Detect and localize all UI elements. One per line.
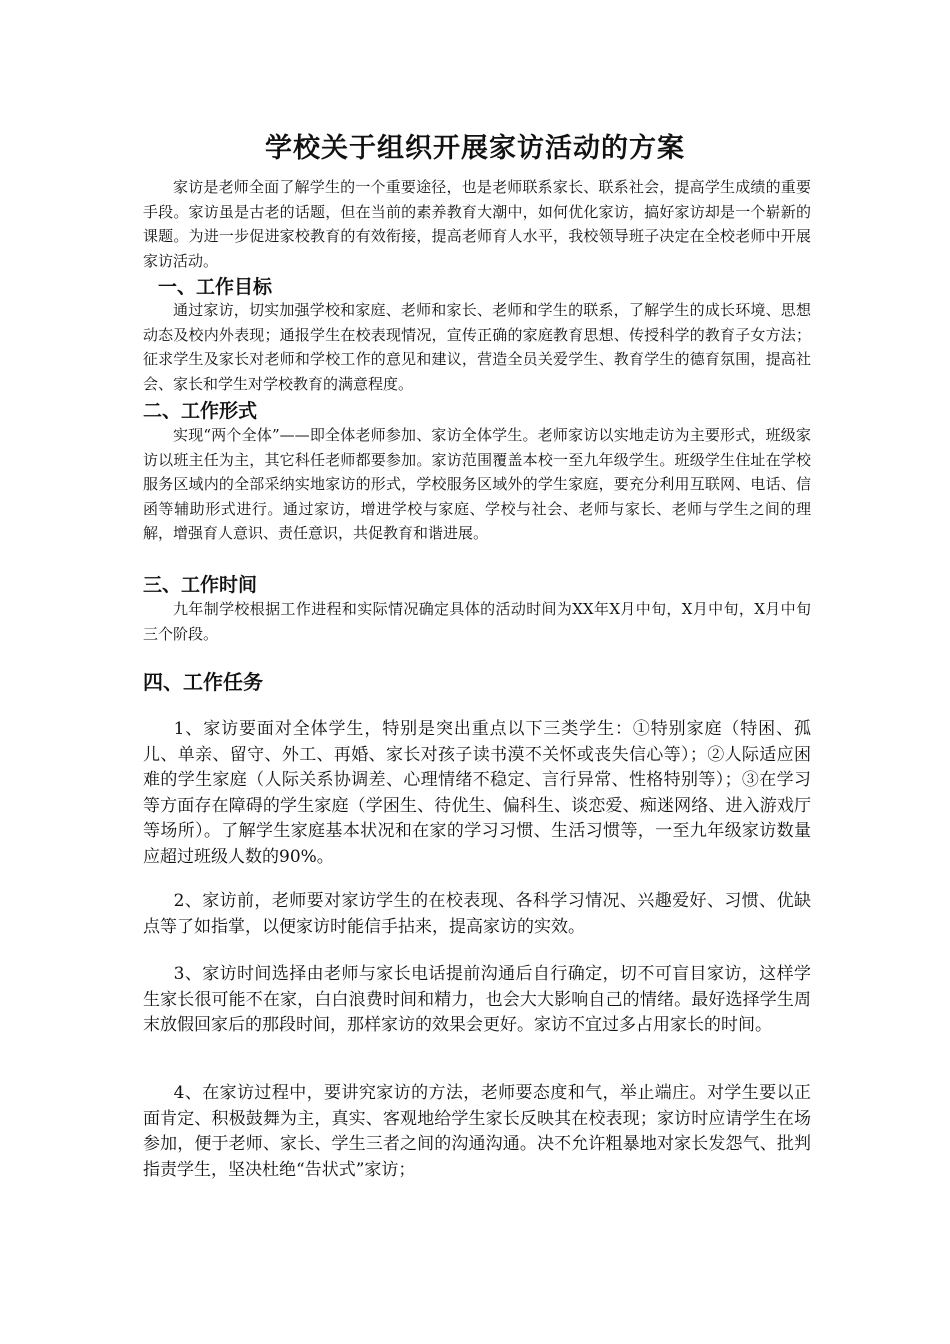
section-heading-tasks: 四、工作任务 bbox=[143, 670, 263, 694]
section-body-time: 九年制学校根据工作进程和实际情况确定具体的活动时间为XX年X月中旬，X月中旬，X月中旬三个阶段。 bbox=[143, 600, 811, 643]
task-item: 4、在家访过程中，要讲究家访的方法，老师要态度和气，举止端庄。对学生要以正面肯定、积极鼓舞为主，真实、客观地给学生家长反映其在校表现；家访时应请学生在场参加，便于老师、家长、学生三者之间的沟通沟通。决不允许粗暴地对家长发怨气、批判指责学生，坚决杜绝“告状式”家访； bbox=[143, 1083, 811, 1180]
section-heading-goals: 一、工作目标 bbox=[158, 276, 273, 298]
section-body-goals: 通过家访，切实加强学校和家庭、老师和家长、老师和学生的联系，了解学生的成长环境、思想动态及校内外表现；通报学生在校表现情况，宣传正确的家庭教育思想、传授科学的教育子女方法；征求学生及家长对老师和学校工作的意见和建议，营造全员关爱学生、教育学生的德育氛围，提高社会、家长和学生对学校教育的满意程度。 bbox=[143, 301, 811, 393]
document-title: 学校关于组织开展家访活动的方案 bbox=[265, 133, 685, 164]
section-body-form: 实现“两个全体”——即全体老师参加、家访全体学生。老师家访以实地走访为主要形式，班级家访以班主任为主，其它科任老师都要参加。家访范围覆盖本校一至九年级学生。班级学生住址在学校服务区域内的全部采纳实地家访的形式，学校服务区域外的学生家庭，要充分利用互联网、电话、信函等辅助形式进行。通过家访，增进学校与家庭、学校与社会、老师与家长、老师与学生之间的理解，增强育人意识、责任意识，共促教育和谐进展。 bbox=[143, 426, 811, 543]
task-item: 1、家访要面对全体学生，特别是突出重点以下三类学生：①特别家庭（特困、孤儿、单亲、留守、外工、再婚、家长对孩子读书漠不关怀或丧失信心等）；②人际适应困难的学生家庭（人际关系协调差、心理情绪不稳定、言行异常、性格特别等）；③在学习等方面存在障碍的学生家庭（学困生、待优生、偏科生、谈恋爱、痴迷网络、进入游戏厅等场所）。了解学生家庭基本状况和在家的学习习惯、生活习惯等，一至九年级家访数量应超过班级人数的90%。 bbox=[143, 719, 811, 867]
task-item: 3、家访时间选择由老师与家长电话提前沟通后自行确定，切不可盲目家访，这样学生家长很可能不在家，白白浪费时间和精力，也会大大影响自己的情绪。最好选择学生周末放假回家后的那段时间，那样家访的效果会更好。家访不宜过多占用家长的时间。 bbox=[143, 964, 811, 1036]
intro-paragraph: 家访是老师全面了解学生的一个重要途径，也是老师联系家长、联系社会，提高学生成绩的重要手段。家访虽是古老的话题，但在当前的素养教育大潮中，如何优化家访，搞好家访却是一个崭新的课题。为进一步促进家校教育的有效衔接，提高老师育人水平，我校领导班子决定在全校老师中开展家访活动。 bbox=[143, 178, 811, 270]
section-heading-form: 二、工作形式 bbox=[143, 400, 258, 422]
section-heading-time: 三、工作时间 bbox=[143, 574, 258, 596]
task-item: 2、家访前，老师要对家访学生的在校表现、各科学习情况、兴趣爱好、习惯、优缺点等了如指掌，以便家访时能信手拈来，提高家访的实效。 bbox=[143, 891, 811, 937]
